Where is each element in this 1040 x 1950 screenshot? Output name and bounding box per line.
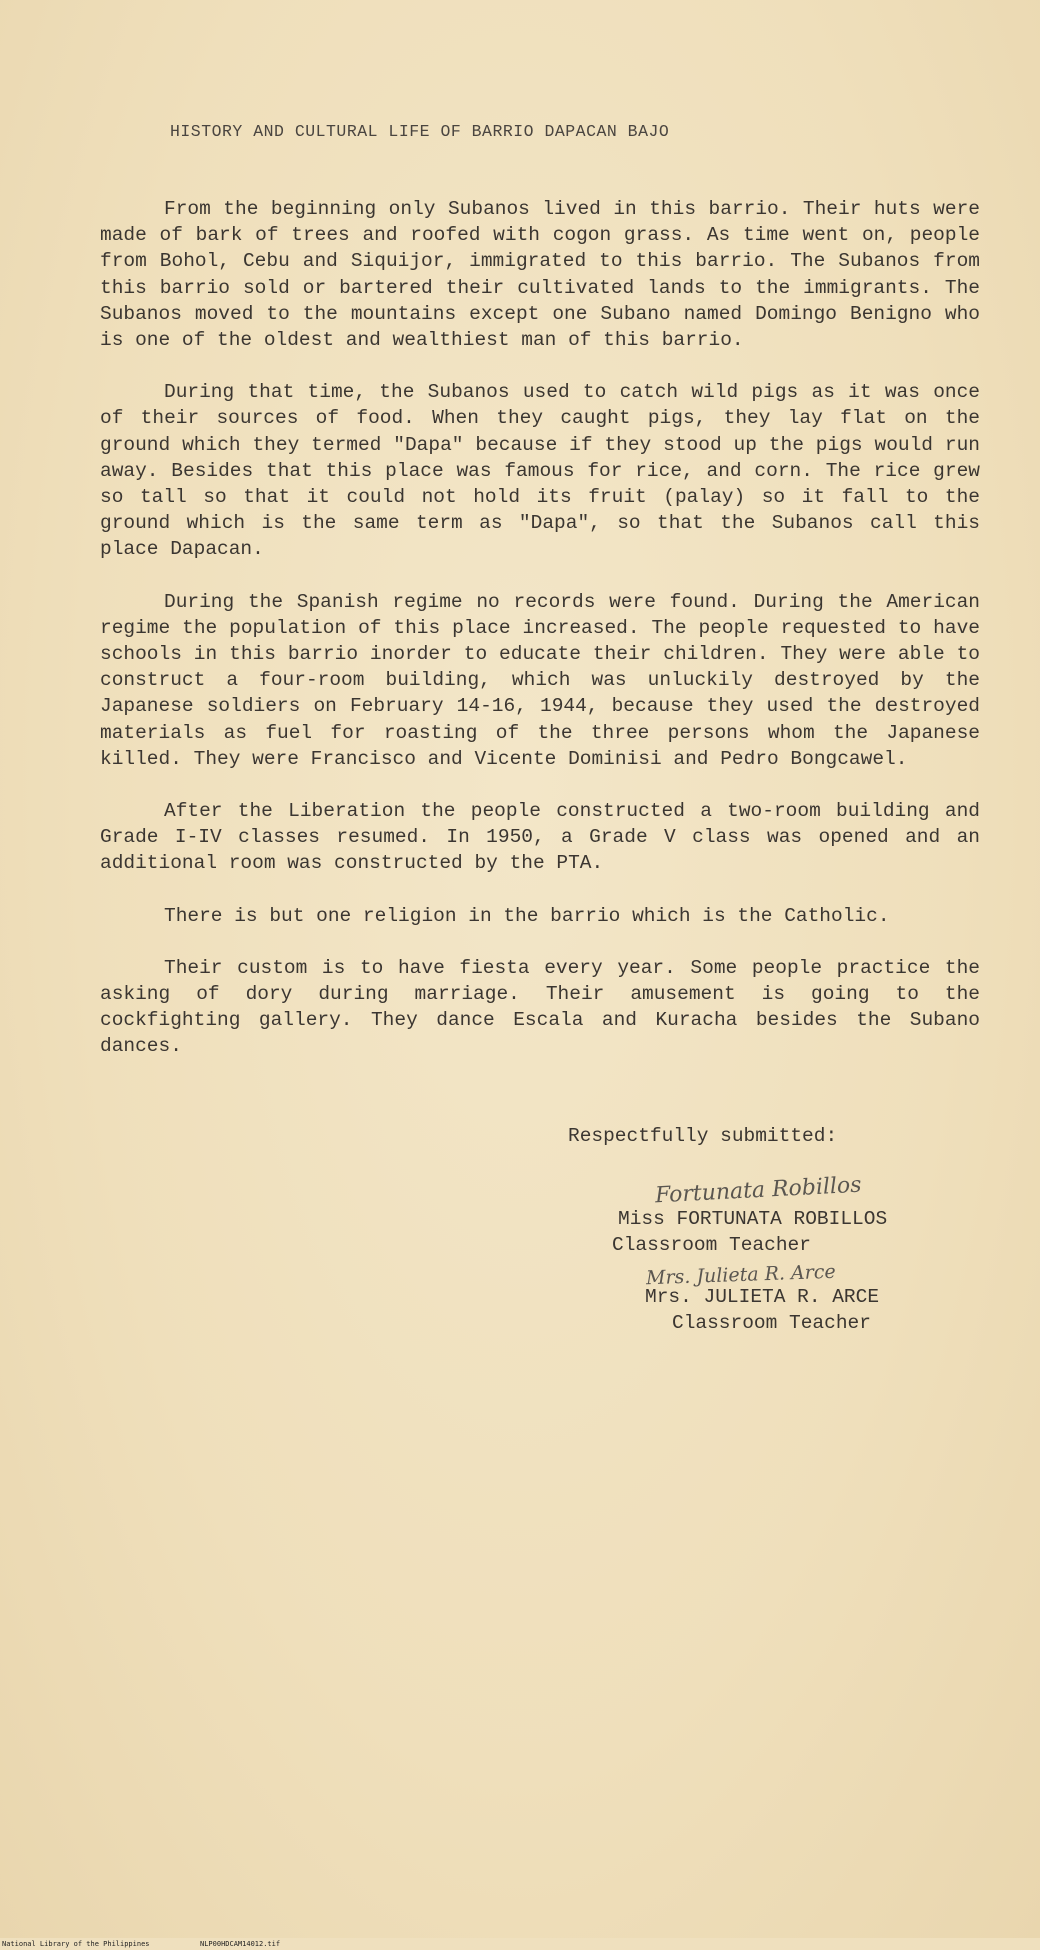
- signatory-role-2: Classroom Teacher: [672, 1312, 871, 1334]
- scan-footer: [0, 1938, 1040, 1950]
- footer-library: National Library of the Philippines: [2, 1940, 150, 1948]
- paragraph-5: There is but one religion in the barrio which is the Catholic.: [164, 904, 890, 927]
- signatory-name-1: Miss FORTUNATA ROBILLOS: [618, 1208, 888, 1230]
- paragraph-3: During the Spanish regime no records were found. During the American regime the population of this place increased. The people requested to have schools in this barrio inorder to educate their children. They were able to construct a four-room building, which was unluckily destroyed by the Japanese soldiers on February 14-16, 1944, because they used the destroyed materials as fuel for roasting of the three persons whom the Japanese killed. They were Francisco and Vicente Dominisi and Pedro Bongcawel.: [100, 590, 980, 770]
- paragraph-6: Their custom is to have fiesta every year. Some people practice the asking of dory during marriage. Their amusement is going to the cockfighting gallery. They dance Escala and Kuracha besides the Subano dances.: [100, 956, 980, 1058]
- paragraph-2: During that time, the Subanos used to catch wild pigs as it was once of their sources of food. When they caught pigs, they lay flat on the ground which they termed "Dapa" because if they stood up the pigs would run away. Besides that this place was famous for rice, and corn. The rice grew so tall so that it could not hold its fruit (palay) so it fall to the ground which is the same term as "Dapa", so that the Subanos call this place Dapacan.: [100, 381, 980, 561]
- paragraph-1: From the beginning only Subanos lived in this barrio. Their huts were made of bark of trees and roofed with cogon grass. As time went on, people from Bohol, Cebu and Siquijor, immigrated to this barrio. The Subanos from this barrio sold or bartered their cultivated lands to the immigrants. The Subanos moved to the mountains except one Subano named Domingo Benigno who is one of the oldest and wealthiest man of this barrio.: [100, 198, 980, 352]
- footer-filename: NLP00HDCAM14012.tif: [200, 1940, 281, 1948]
- document-title: HISTORY AND CULTURAL LIFE OF BARRIO DAPACAN BAJO: [170, 122, 670, 141]
- signatory-name-2: Mrs. JULIETA R. ARCE: [645, 1286, 880, 1308]
- signature-robillos: Fortunata Robillos: [654, 1172, 863, 1209]
- signature-arce: Mrs. Julieta R. Arce: [645, 1260, 837, 1290]
- signatory-role-1: Classroom Teacher: [612, 1234, 811, 1256]
- paragraph-4: After the Liberation the people constructed a two-room building and Grade I-IV classes resumed. In 1950, a Grade V class was opened and an additional room was constructed by the PTA.: [100, 800, 980, 875]
- document-body: [100, 196, 980, 1086]
- closing-line: Respectfully submitted:: [568, 1125, 838, 1147]
